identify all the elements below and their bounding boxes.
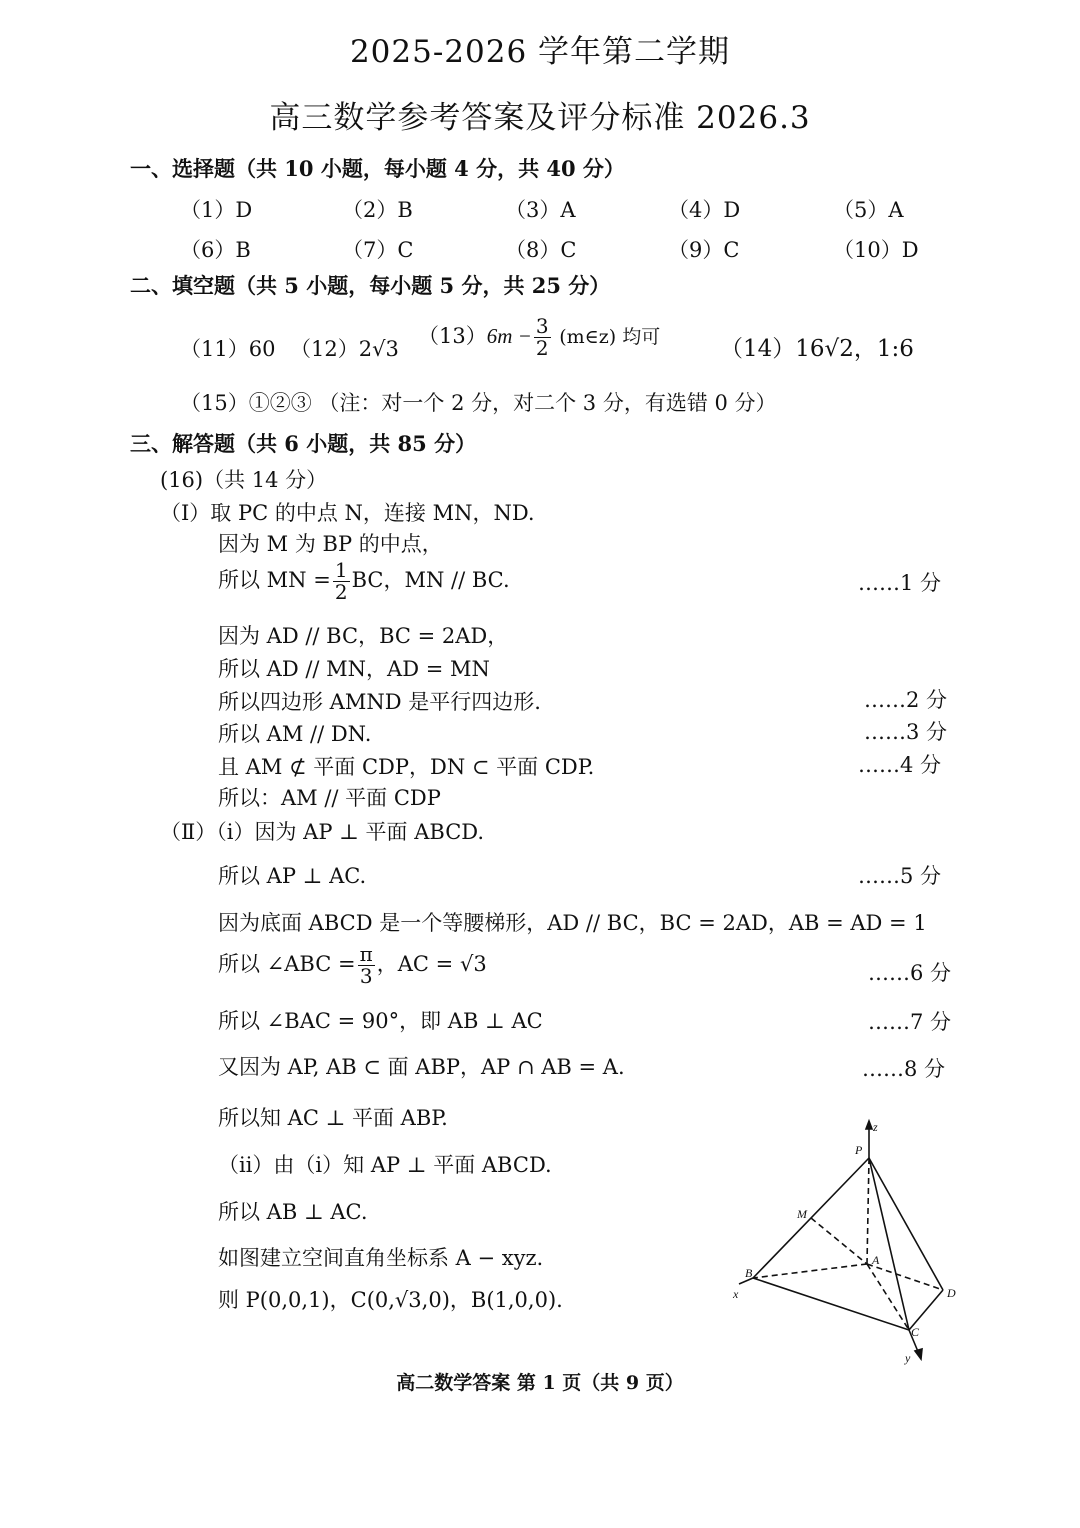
section2-heading: 二、填空题（共 5 小题，每小题 5 分，共 25 分） [130,273,611,298]
label-D: D [947,1286,956,1300]
y-axis-arrow [915,1349,922,1359]
fraction-numerator: 1 [334,558,348,582]
proof-line: 所以 AD // MN，AD = MN [218,657,490,681]
edge-PA [867,1158,869,1264]
fraction-denominator: 2 [535,336,549,360]
proof-line: 因为 AD // BC，BC = 2AD， [218,624,509,648]
part2-intro: （Ⅱ）（ⅰ）因为 AP ⊥ 平面 ABCD. [160,820,485,844]
proof-line: 如图建立空间直角坐标系 A − xyz. [218,1246,544,1270]
fill-answer-13-expr: 6m − [486,324,532,348]
proof-line: 所以 AB ⊥ AC. [218,1200,368,1224]
choice-answer-3: （3）A [505,198,576,222]
fill-answer-11: （11）60 [180,337,276,361]
proof-line: 又因为 AP, AB ⊂ 面 ABP，AP ∩ AB = A. [218,1055,625,1079]
label-A: A [872,1253,880,1267]
fill-answer-13-note: (m∈z) 均可 [559,326,661,348]
fill-answer-14: （14）16√2，1:6 [720,336,914,362]
proof-line: 所以 ∠BAC = 90°，即 AB ⊥ AC [218,1009,543,1033]
label-z: z [873,1120,878,1134]
fraction-denominator: 3 [359,964,373,988]
label-M: M [797,1207,807,1221]
fill-answer-13-fraction [534,316,551,359]
fraction-numerator: 3 [535,314,549,338]
proof-line: 所以 AM // DN. [218,722,372,746]
score-mark-6: ……6 分 [868,961,952,985]
fraction-numerator: π [359,942,373,966]
proof-line: 且 AM ⊄ 平面 CDP，DN ⊂ 平面 CDP. [218,755,595,779]
part1-intro: （Ⅰ）取 PC 的中点 N，连接 MN，ND. [160,501,535,525]
answer-key-title: 高三数学参考答案及评分标准 2026.3 [269,100,811,136]
score-mark-5: ……5 分 [858,864,942,888]
proof-line-fraction [218,560,510,603]
score-mark-3: ……3 分 [864,720,948,744]
proof-line: 因为底面 ABCD 是一个等腰梯形，AD // BC，BC = 2AD，AB = AD = 1 [218,911,927,935]
proof-line: 所以知 AC ⊥ 平面 ABP. [218,1106,448,1130]
fill-answer-12: （12）2√3 [290,337,399,361]
proof-line: 所以：AM // 平面 CDP [218,786,441,810]
choice-answer-5: （5）A [833,198,904,222]
edge-AB [753,1264,867,1278]
score-mark-4: ……4 分 [858,753,942,777]
fraction-denominator: 2 [334,580,348,604]
fraction-pi-third [358,944,375,987]
section1-heading: 一、选择题（共 10 小题，每小题 4 分，共 40 分） [130,156,625,181]
score-mark-1: ……1 分 [858,571,942,595]
score-mark-7: ……7 分 [868,1010,952,1034]
score-mark-8: ……8 分 [862,1057,946,1081]
edge-MA [811,1218,867,1264]
label-y: y [905,1351,911,1365]
label-x: x [733,1287,739,1301]
proof-line-part: 所以 ∠ABC = [218,952,356,976]
fill-answer-15: （15）①②③ （注：对一个 2 分，对二个 3 分，有选错 0 分） [180,391,777,415]
choice-answer-6: （6）B [180,238,251,262]
page-footer: 高二数学答案 第 1 页（共 9 页） [396,1372,684,1394]
edge-AD [867,1264,943,1290]
proof-line: 因为 M 为 BP 的中点， [218,532,443,556]
score-mark-2: ……2 分 [864,688,948,712]
fill-answer-13 [418,316,660,359]
edge-CD [909,1290,943,1330]
fill-answer-13-label: （13） [418,324,487,348]
choice-answer-7: （7）C [342,238,414,262]
exam-title: 2025-2026 学年第二学期 [349,34,731,70]
choice-answer-2: （2）B [342,198,413,222]
proof-line: 则 P(0,0,1)，C(0,√3,0)，B(1,0,0). [218,1288,563,1312]
proof-line: 所以四边形 AMND 是平行四边形. [218,690,541,714]
proof-line: 所以 AP ⊥ AC. [218,864,367,888]
edge-PC [869,1158,909,1330]
label-B: B [745,1266,753,1280]
choice-answer-1: （1）D [180,198,253,222]
edge-BC [753,1278,909,1330]
choice-answer-8: （8）C [505,238,577,262]
choice-answer-4: （4）D [668,198,741,222]
question-16-header: (16)（共 14 分） [160,468,328,492]
edge-AC [867,1264,909,1330]
proof-line: （ⅱ）由（ⅰ）知 AP ⊥ 平面 ABCD. [218,1153,552,1177]
label-C: C [911,1325,920,1339]
fraction-half [333,560,350,603]
label-P: P [855,1143,863,1157]
z-axis-arrow [866,1121,872,1129]
edge-PD [869,1158,943,1290]
choice-answer-9: （9）C [668,238,740,262]
proof-line-fraction [218,944,487,987]
proof-line-part: ，AC = √3 [376,952,487,976]
pyramid-figure [725,1118,965,1368]
proof-line-part: 所以 MN = [218,568,331,592]
proof-line-part: BC，MN // BC. [351,568,510,592]
section3-heading: 三、解答题（共 6 小题，共 85 分） [130,431,477,456]
choice-answer-10: （10）D [833,238,919,262]
